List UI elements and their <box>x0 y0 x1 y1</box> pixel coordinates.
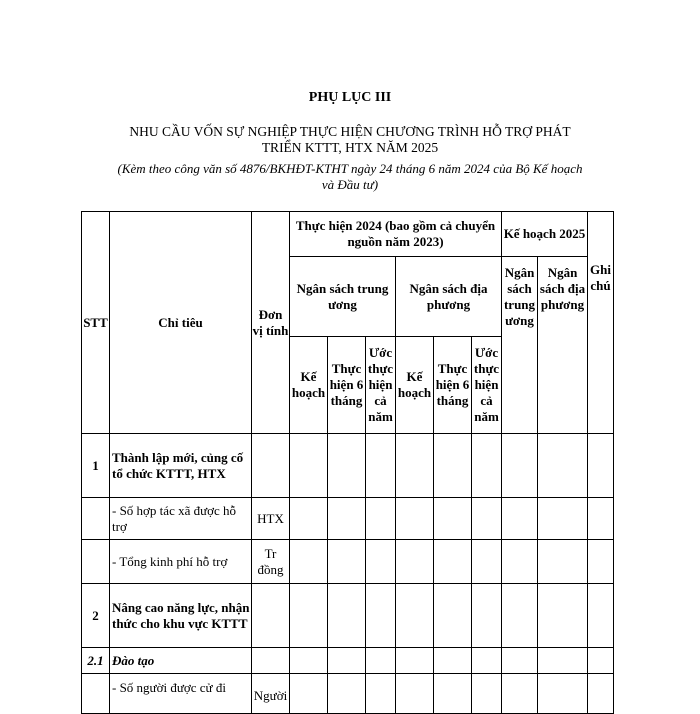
table-row <box>82 434 614 498</box>
reference-note <box>80 161 620 193</box>
row-stt: 2 <box>82 584 110 648</box>
header-ndp-uoc-thuc-hien: Ước thực hiện cả năm <box>472 337 502 434</box>
row-chi-tieu: Thành lập mới, củng cố tổ chức KTTT, HTX <box>110 434 252 498</box>
header-thuc-hien-2024: Thực hiện 2024 (bao gồm cả chuyển nguồn năm 2023) <box>290 212 502 257</box>
table-row <box>82 498 614 540</box>
document-heading <box>90 124 610 156</box>
row-stt <box>82 540 110 584</box>
header-ndp-thuc-hien-6-thang: Thực hiện 6 tháng <box>434 337 472 434</box>
table-row <box>82 584 614 648</box>
header-ns-dia-phuong: Ngân sách địa phương <box>396 257 502 337</box>
row-chi-tieu: Đào tạo <box>110 648 252 674</box>
row-don-vi <box>252 648 290 674</box>
row-stt <box>82 498 110 540</box>
header-ntu-thuc-hien-6-thang: Thực hiện 6 tháng <box>328 337 366 434</box>
row-don-vi: Người <box>252 674 290 714</box>
table-row <box>82 674 614 714</box>
header-ke-hoach-2025: Kế hoạch 2025 <box>502 212 588 257</box>
row-chi-tieu: Nâng cao năng lực, nhận thức cho khu vực KTTT <box>110 584 252 648</box>
header-chi-tieu: Chỉ tiêu <box>110 212 252 434</box>
row-stt: 1 <box>82 434 110 498</box>
note-line-1: (Kèm theo công văn số 4876/BKHĐT-KTHT ngày 24 tháng 6 năm 2024 của Bộ Kế hoạch <box>117 161 583 176</box>
row-chi-tieu: - Số người được cử đi <box>110 674 252 714</box>
row-stt <box>82 674 110 714</box>
header-ghi-chu: Ghi chú <box>588 212 614 434</box>
header-kh25-ns-trung-uong: Ngân sách trung ương <box>502 257 538 434</box>
funding-table <box>81 211 614 714</box>
appendix-title: PHỤ LỤC III <box>308 90 392 105</box>
header-ns-trung-uong: Ngân sách trung ương <box>290 257 396 337</box>
row-don-vi <box>252 584 290 648</box>
row-stt: 2.1 <box>82 648 110 674</box>
note-line-2: và Đầu tư) <box>321 177 379 192</box>
header-don-vi-tinh: Đơn vị tính <box>252 212 290 434</box>
header-ntu-ke-hoach: Kế hoạch <box>290 337 328 434</box>
table-row <box>82 648 614 674</box>
header-ntu-uoc-thuc-hien: Ước thực hiện cả năm <box>366 337 396 434</box>
row-don-vi: Tr đồng <box>252 540 290 584</box>
row-don-vi <box>252 434 290 498</box>
heading-line-2: TRIỂN KTTT, HTX NĂM 2025 <box>261 140 439 155</box>
header-stt: STT <box>82 212 110 434</box>
header-kh25-ns-dia-phuong: Ngân sách địa phương <box>538 257 588 434</box>
row-don-vi: HTX <box>252 498 290 540</box>
heading-line-1: NHU CẦU VỐN SỰ NGHIỆP THỰC HIỆN CHƯƠNG TRÌNH HỖ TRỢ PHÁT <box>129 124 571 139</box>
table-row <box>82 540 614 584</box>
row-chi-tieu: - Tổng kinh phí hỗ trợ <box>110 540 252 584</box>
row-chi-tieu: - Số hợp tác xã được hỗ trợ <box>110 498 252 540</box>
header-ndp-ke-hoach: Kế hoạch <box>396 337 434 434</box>
